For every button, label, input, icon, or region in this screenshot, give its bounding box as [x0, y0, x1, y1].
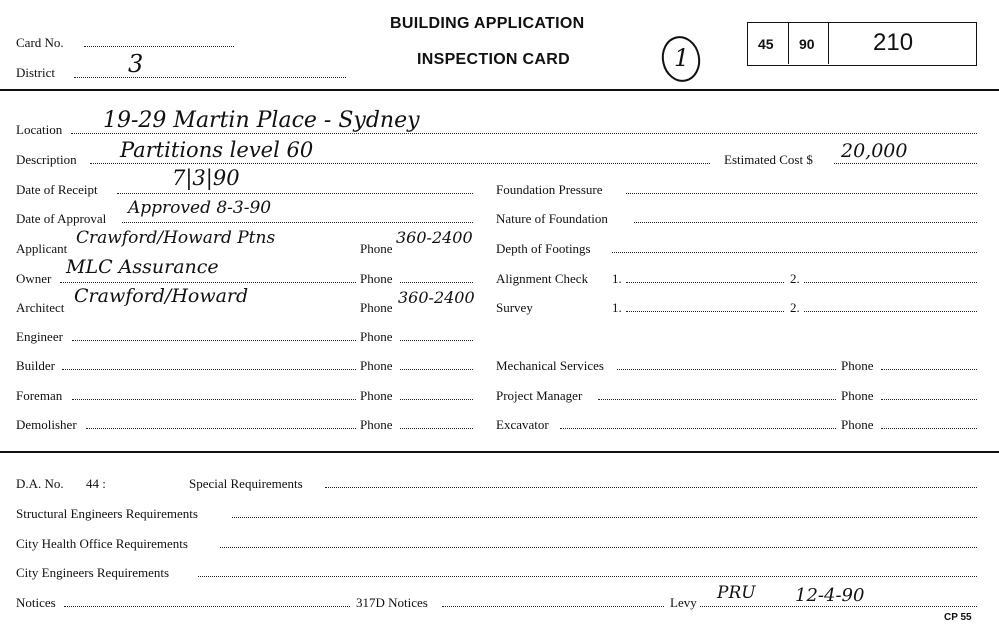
architect-label: Architect [16, 300, 65, 315]
date-of-receipt-label: Date of Receipt [16, 182, 98, 197]
owner-phone-label: Phone [360, 271, 393, 286]
special-requirements-label: Special Requirements [189, 476, 303, 491]
city-engineers-field[interactable] [198, 576, 977, 577]
excavator-phone-field[interactable] [881, 428, 977, 429]
foundation-pressure-label: Foundation Pressure [496, 182, 603, 197]
excavator-label: Excavator [496, 417, 549, 432]
architect-phone-label: Phone [360, 300, 393, 315]
date-of-receipt-field[interactable] [117, 193, 473, 194]
demolisher-field[interactable] [86, 428, 356, 429]
city-health-label: City Health Office Requirements [16, 536, 188, 551]
demolisher-phone-field[interactable] [400, 428, 473, 429]
applicant-value: Crawford/Howard Ptns [76, 228, 276, 248]
depth-of-footings-field[interactable] [612, 252, 977, 253]
card-no-label: Card No. [16, 35, 64, 50]
levy-date-value: 12-4-90 [795, 585, 865, 606]
applicant-label: Applicant [16, 241, 68, 256]
levy-field[interactable] [700, 606, 977, 607]
depth-of-footings-label: Depth of Footings [496, 241, 591, 256]
estimated-cost-field[interactable] [834, 163, 977, 164]
foreman-label: Foreman [16, 388, 63, 403]
estimated-cost-value: 20,000 [841, 140, 908, 162]
builder-phone-label: Phone [360, 358, 393, 373]
header-divider [0, 89, 999, 91]
owner-value: MLC Assurance [66, 256, 219, 278]
notices-317d-label: 317D Notices [356, 595, 428, 610]
survey-label: Survey [496, 300, 533, 315]
demolisher-label: Demolisher [16, 417, 77, 432]
foreman-phone-field[interactable] [400, 399, 473, 400]
levy-label: Levy [670, 595, 697, 610]
project-manager-phone-field[interactable] [881, 399, 977, 400]
form-title-line2: INSPECTION CARD [417, 51, 570, 68]
date-of-receipt-value: 7|3|90 [172, 166, 240, 190]
excavator-field[interactable] [560, 428, 836, 429]
section-divider [0, 451, 999, 453]
engineer-label: Engineer [16, 329, 63, 344]
builder-label: Builder [16, 358, 55, 373]
owner-field[interactable] [60, 282, 356, 283]
mechanical-services-label: Mechanical Services [496, 358, 604, 373]
card-no-field[interactable] [84, 46, 234, 47]
reference-box-1: 45 [758, 36, 774, 52]
estimated-cost-label: Estimated Cost $ [724, 152, 813, 167]
district-field[interactable] [74, 77, 346, 78]
reference-box-3: 210 [873, 29, 914, 56]
alignment-check-item-1: 1. [612, 271, 622, 286]
survey-field-1[interactable] [626, 311, 784, 312]
engineer-field[interactable] [72, 340, 356, 341]
owner-phone-field[interactable] [400, 282, 473, 283]
alignment-check-item-2: 2. [790, 271, 800, 286]
levy-value: PRU [717, 583, 756, 603]
architect-value: Crawford/Howard [74, 285, 249, 307]
description-field[interactable] [90, 163, 710, 164]
date-of-approval-value: Approved 8-3-90 [128, 198, 272, 218]
structural-engineers-field[interactable] [232, 517, 977, 518]
mechanical-services-field[interactable] [617, 369, 836, 370]
notices-317d-field[interactable] [442, 606, 664, 607]
engineer-phone-label: Phone [360, 329, 393, 344]
survey-field-2[interactable] [804, 311, 977, 312]
special-requirements-field[interactable] [325, 487, 977, 488]
builder-field[interactable] [62, 369, 356, 370]
builder-phone-field[interactable] [400, 369, 473, 370]
structural-engineers-label: Structural Engineers Requirements [16, 506, 198, 521]
location-value: 19-29 Martin Place - Sydney [103, 108, 420, 133]
foreman-field[interactable] [72, 399, 356, 400]
nature-of-foundation-label: Nature of Foundation [496, 211, 608, 226]
survey-item-2: 2. [790, 300, 800, 315]
architect-phone-value: 360-2400 [398, 288, 475, 307]
notices-label: Notices [16, 595, 56, 610]
project-manager-phone-label: Phone [841, 388, 874, 403]
alignment-check-field-2[interactable] [804, 282, 977, 283]
city-engineers-label: City Engineers Requirements [16, 565, 170, 580]
location-field[interactable] [71, 133, 977, 134]
owner-label: Owner [16, 271, 52, 286]
date-of-approval-field[interactable] [122, 222, 473, 223]
reference-box [747, 22, 977, 66]
nature-of-foundation-field[interactable] [634, 222, 977, 223]
location-label: Location [16, 122, 63, 137]
city-health-field[interactable] [220, 547, 977, 548]
engineer-phone-field[interactable] [400, 340, 473, 341]
form-code: CP 55 [944, 612, 972, 623]
project-manager-label: Project Manager [496, 388, 583, 403]
mechanical-services-phone-label: Phone [841, 358, 874, 373]
applicant-phone-label: Phone [360, 241, 393, 256]
district-label: District [16, 65, 55, 80]
mechanical-services-phone-field[interactable] [881, 369, 977, 370]
description-value: Partitions level 60 [120, 138, 314, 162]
alignment-check-label: Alignment Check [496, 271, 589, 286]
excavator-phone-label: Phone [841, 417, 874, 432]
circled-number [659, 34, 703, 84]
da-no-label: D.A. No. [16, 476, 64, 491]
date-of-approval-label: Date of Approval [16, 211, 107, 226]
alignment-check-field-1[interactable] [626, 282, 784, 283]
description-label: Description [16, 152, 77, 167]
demolisher-phone-label: Phone [360, 417, 393, 432]
form-title-line1: BUILDING APPLICATION [390, 15, 585, 32]
applicant-phone-value: 360-2400 [396, 228, 473, 247]
circled-number-value: 1 [674, 44, 690, 72]
reference-box-2: 90 [799, 36, 815, 52]
foundation-pressure-field[interactable] [626, 193, 977, 194]
project-manager-field[interactable] [598, 399, 836, 400]
foreman-phone-label: Phone [360, 388, 393, 403]
district-value: 3 [128, 50, 144, 78]
notices-field[interactable] [64, 606, 350, 607]
survey-item-1: 1. [612, 300, 622, 315]
da-no-value: 44 : [86, 476, 106, 491]
